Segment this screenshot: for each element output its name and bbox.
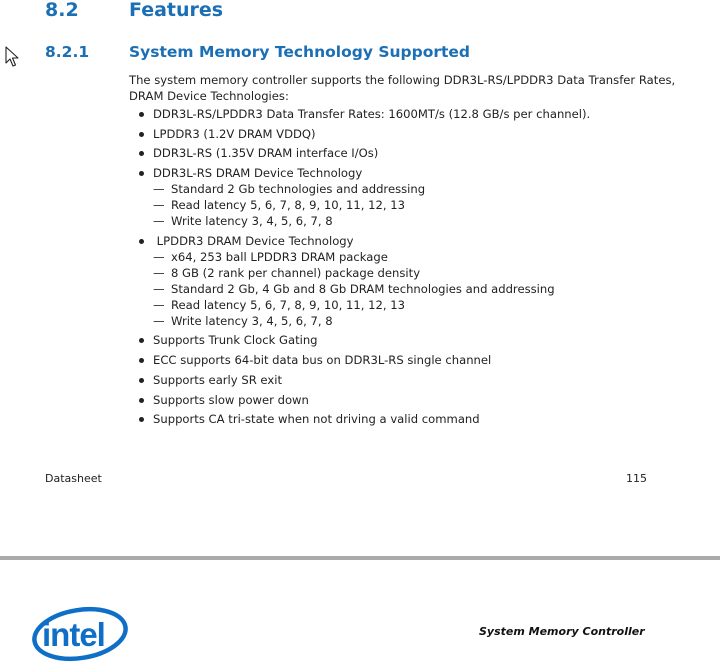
sub-list-item [153, 281, 689, 297]
intro-paragraph: The system memory controller supports the following DDR3L-RS/LPDDR3 Data Transfer Rates, DRAM Device Technologies: [129, 73, 676, 103]
list-item [129, 372, 689, 388]
sub-list-item-text: x64, 253 ball LPDDR3 DRAM package [171, 249, 388, 264]
list-item-text: DDR3L-RS (1.35V DRAM interface I/Os) [153, 146, 379, 161]
bullet-icon [139, 338, 144, 343]
list-item [129, 106, 689, 122]
list-item [129, 332, 689, 348]
list-item-text: Supports CA tri-state when not driving a valid command [153, 412, 480, 427]
dash-marker: — [153, 313, 165, 328]
list-item [129, 392, 689, 408]
sub-list-item [153, 197, 689, 213]
list-item-text: Supports Trunk Clock Gating [153, 333, 318, 348]
sub-list-item-text: 8 GB (2 rank per channel) package density [171, 265, 421, 280]
page-separator [0, 556, 720, 560]
list-item [129, 165, 689, 229]
bullet-icon [139, 417, 144, 422]
intel-logo-text: intel [42, 616, 105, 653]
sub-list-item-text: Read latency 5, 6, 7, 8, 9, 10, 11, 12, 13 [171, 297, 405, 312]
dash-marker: — [153, 182, 165, 197]
dash-marker: — [153, 265, 165, 280]
list-item [129, 352, 689, 368]
dash-marker: — [153, 281, 165, 296]
list-item [129, 126, 689, 142]
sub-list-item-text: Write latency 3, 4, 5, 6, 7, 8 [171, 214, 333, 229]
bullet-icon [139, 398, 144, 403]
sub-list-item-text: Standard 2 Gb, 4 Gb and 8 Gb DRAM technologies and addressing [171, 281, 555, 296]
dash-marker: — [153, 297, 165, 312]
next-page-header: System Memory Controller [479, 625, 645, 638]
sub-list-item-text: Read latency 5, 6, 7, 8, 9, 10, 11, 12, 13 [171, 198, 405, 213]
dash-marker: — [153, 214, 165, 229]
sub-list-item-text: Standard 2 Gb technologies and addressing [171, 182, 426, 197]
list-item-text: DDR3L-RS DRAM Device Technology [153, 166, 363, 181]
feature-list [129, 106, 689, 427]
footer-doc-type: Datasheet [45, 472, 102, 485]
list-item-text: LPDDR3 (1.2V DRAM VDDQ) [153, 126, 316, 141]
section-number: 8.2 [45, 0, 79, 21]
list-item [129, 145, 689, 161]
subsection-number: 8.2.1 [45, 43, 90, 61]
page-number: 115 [626, 472, 647, 485]
dash-marker: — [153, 198, 165, 213]
section-body [129, 72, 689, 431]
dash-marker: — [153, 249, 165, 264]
bullet-icon [139, 171, 144, 176]
bullet-icon [139, 151, 144, 156]
list-item-text: DDR3L-RS/LPDDR3 Data Transfer Rates: 1600MT/s (12.8 GB/s per channel). [153, 107, 591, 121]
bullet-icon [139, 112, 144, 117]
sub-list-item [153, 297, 689, 313]
bullet-icon [139, 239, 144, 244]
list-item [129, 233, 689, 329]
bullet-icon [139, 358, 144, 363]
sub-list-item [153, 313, 689, 329]
list-item-text: Supports slow power down [153, 392, 309, 407]
bullet-icon [139, 132, 144, 137]
bullet-icon [139, 378, 144, 383]
mouse-pointer-icon [5, 46, 19, 68]
sub-list-item [153, 249, 689, 265]
list-item [129, 411, 689, 427]
list-item-text: ECC supports 64-bit data bus on DDR3L-RS single channel [153, 353, 492, 368]
section-title: Features [129, 0, 224, 21]
sub-list [153, 181, 689, 229]
sub-list-item-text: Write latency 3, 4, 5, 6, 7, 8 [171, 313, 333, 328]
intel-logo [30, 601, 134, 665]
sub-list-item [153, 213, 689, 229]
sub-list-item [153, 265, 689, 281]
list-item-text: Supports early SR exit [153, 372, 282, 387]
sub-list-item [153, 181, 689, 197]
sub-list [153, 249, 689, 329]
list-item-text: LPDDR3 DRAM Device Technology [153, 233, 354, 248]
subsection-title: System Memory Technology Supported [129, 43, 471, 61]
